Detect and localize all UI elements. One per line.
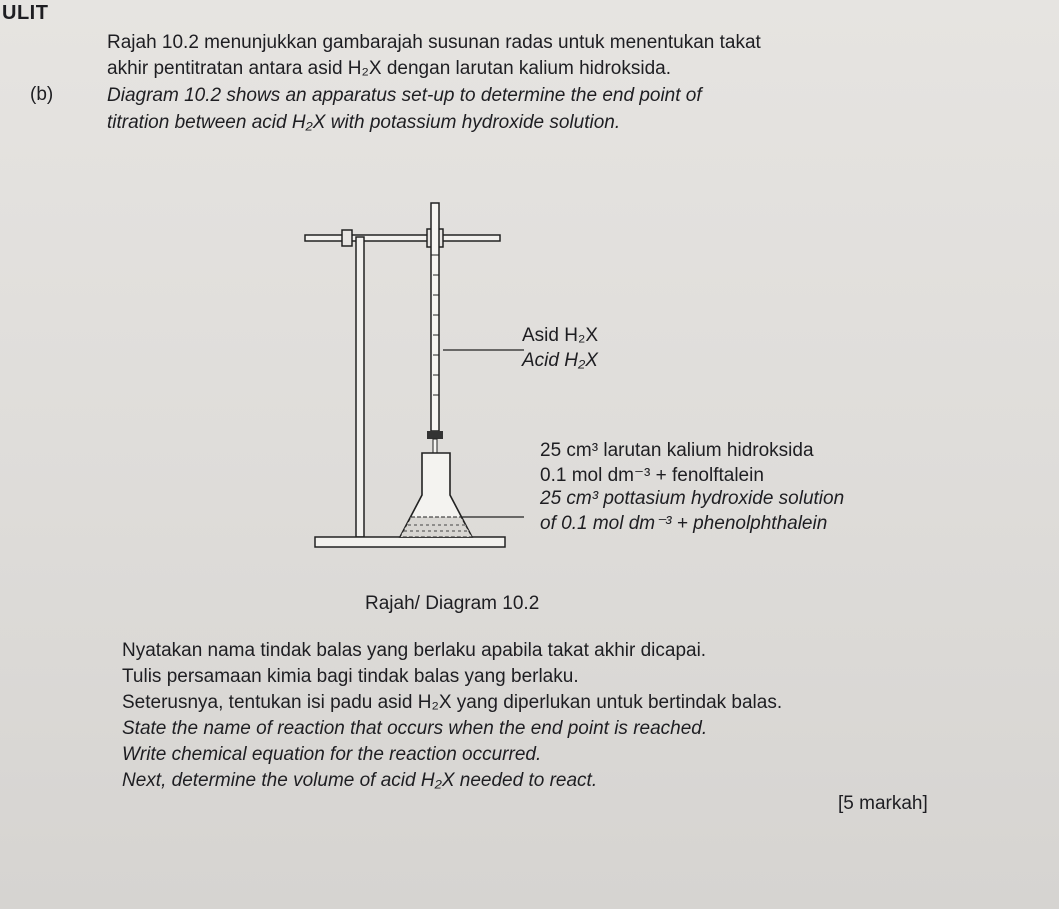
instruction-english-3: Next, determine the volume of acid H₂X needed to react. (122, 770, 598, 791)
clamp-boss (342, 230, 352, 246)
instruction-malay-3: Seterusnya, tentukan isi padu asid H₂X yang diperlukan untuk bertindak balas. (122, 692, 783, 713)
question-english-line-1: Diagram 10.2 shows an apparatus set-up to determine the end point of (107, 85, 702, 106)
burette-stopcock (427, 431, 443, 439)
diagram-caption: Rajah/ Diagram 10.2 (365, 593, 540, 614)
flask-solution (400, 517, 472, 537)
marks-label: [5 markah] (838, 793, 928, 814)
question-malay-line-1: Rajah 10.2 menunjukkan gambarajah susunan radas untuk menentukan takat (107, 32, 761, 53)
burette (431, 203, 439, 431)
question-malay-line-2: akhir pentitratan antara asid H₂X dengan larutan kalium hidroksida. (107, 58, 671, 79)
instruction-english-1: State the name of reaction that occurs when the end point is reached. (122, 718, 708, 739)
acid-label-english: Acid H₂X (522, 350, 598, 371)
instruction-malay-1: Nyatakan nama tindak balas yang berlaku apabila takat akhir dicapai. (122, 640, 707, 661)
flask-label-english-2: of 0.1 mol dm⁻³ + phenolphthalein (540, 513, 828, 534)
flask-label-malay-1: 25 cm³ larutan kalium hidroksida (540, 440, 814, 461)
acid-label-malay: Asid H₂X (522, 325, 599, 346)
titration-apparatus-diagram (300, 195, 560, 565)
instruction-malay-2: Tulis persamaan kimia bagi tindak balas yang berlaku. (122, 666, 579, 687)
question-english-line-2: titration between acid H₂X with potassium hydroxide solution. (107, 112, 621, 133)
clamp-arm (305, 235, 500, 241)
question-label: (b) (30, 84, 54, 105)
flask-label-english-1: 25 cm³ pottasium hydroxide solution (540, 488, 845, 509)
page-header: ULIT (2, 2, 49, 24)
instruction-english-2: Write chemical equation for the reaction occurred. (122, 744, 542, 765)
flask-label-malay-2: 0.1 mol dm⁻³ + fenolftalein (540, 465, 764, 486)
retort-stand-rod (356, 237, 364, 537)
retort-stand-base (315, 537, 505, 547)
